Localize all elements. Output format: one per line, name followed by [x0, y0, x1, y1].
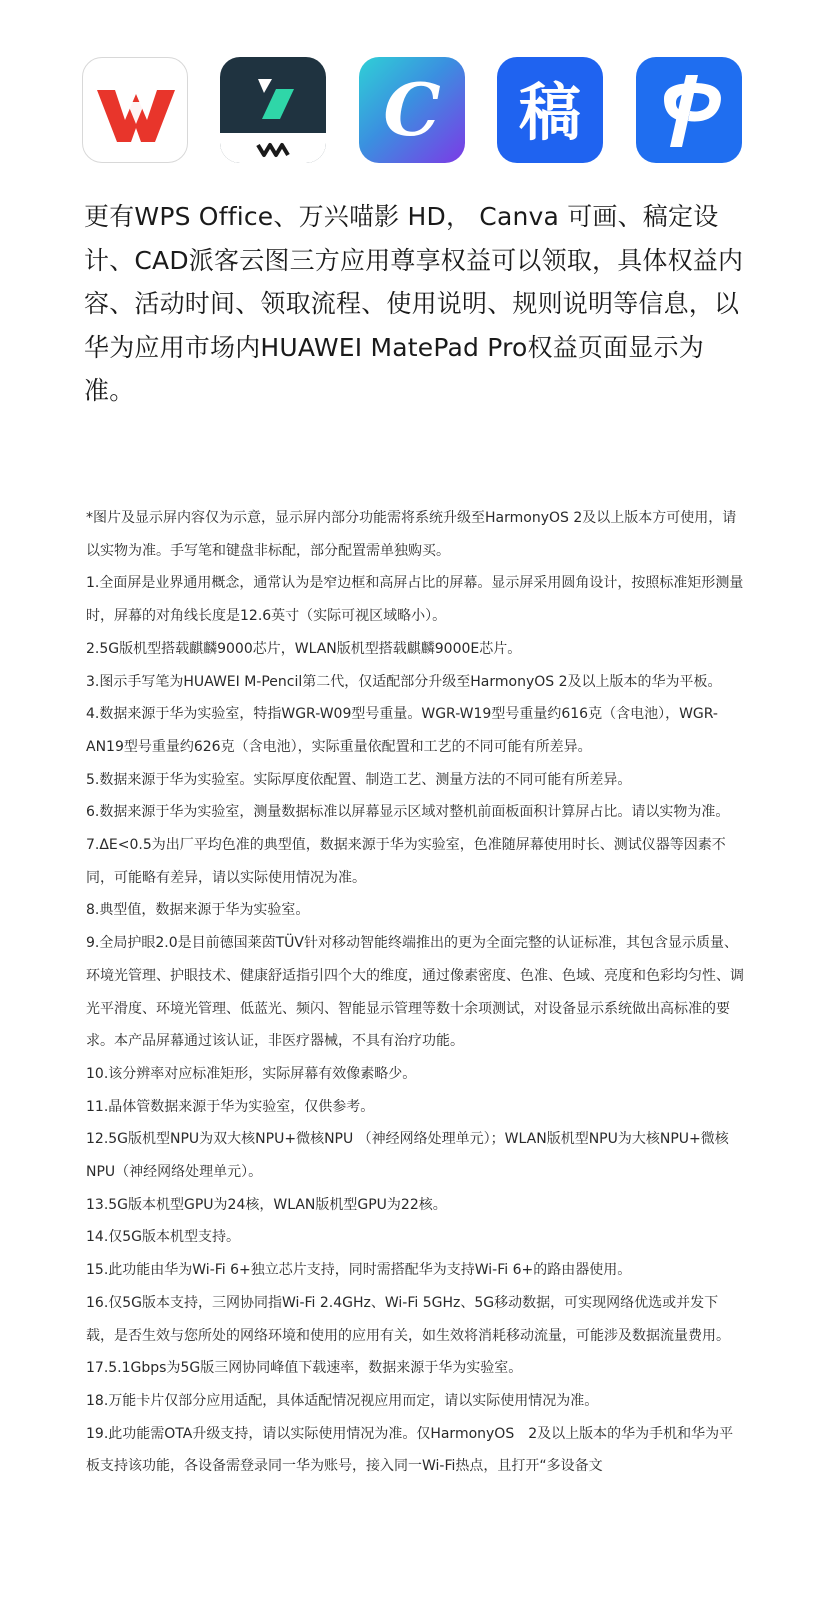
footnote-19: 19.此功能需OTA升级支持，请以实际使用情况为准。仅HarmonyOS 2及以上版本的华为手机和华为平板支持该功能，各设备需登录同一华为账号，接入同一Wi-Fi热点，且打开“多设备文 — [86, 1425, 734, 1475]
canva-glyph: C — [383, 67, 441, 152]
gaoding-icon — [497, 57, 603, 163]
footnote-13: 13.5G版本机型GPU为24核，WLAN版机型GPU为22核。 — [86, 1196, 447, 1213]
app-icon-row — [82, 57, 742, 163]
footnote-9: 9.全局护眼2.0是目前德国莱茵TÜV针对移动智能终端推出的更为全面完整的认证标准，其包含显示质量、环境光管理、护眼技术、健康舒适指引四个大的维度，通过像素密度、色准、色域、亮度和色彩均匀性、调光平滑度、环境光管理、低蓝光、频闪、智能显示管理等数十余项测试，对设备显示系统做出高标准的要求。本产品屏幕通过该认证，非医疗器械，不具有治疗功能。 — [86, 935, 744, 1050]
footnote-8: 8.典型值，数据来源于华为实验室。 — [86, 902, 310, 919]
footnote-12: 12.5G版机型NPU为双大核NPU+微核NPU （神经网络处理单元）；WLAN版机型NPU为大核NPU+微核NPU（神经网络处理单元）。 — [86, 1131, 729, 1181]
footnotes-list — [86, 502, 746, 1483]
footnote-disclaimer: *图片及显示屏内容仅为示意，显示屏内部分功能需将系统升级至HarmonyOS 2及以上版本方可使用，请以实物为准。手写笔和键盘非标配，部分配置需单独购买。 — [86, 510, 737, 559]
cad-pinker-icon — [636, 57, 742, 163]
footnote-11: 11.晶体管数据来源于华为实验室，仅供参考。 — [86, 1098, 375, 1115]
footnote-16: 16.仅5G版本支持，三网协同指Wi-Fi 2.4GHz、Wi-Fi 5GHz、5G移动数据，可实现网络优选或并发下载，是否生效与您所处的网络环境和使用的应用有关，如生效将消耗移动流量，可能涉及数据流量费用。 — [86, 1294, 730, 1344]
footnote-1: 1.全面屏是业界通用概念，通常认为是窄边框和高屏占比的屏幕。显示屏采用圆角设计，按照标准矩形测量时，屏幕的对角线长度是12.6英寸（实际可视区域略小）。 — [86, 575, 744, 625]
footnote-6: 6.数据来源于华为实验室，测量数据标准以屏幕显示区域对整机前面板面积计算屏占比。请以实物为准。 — [86, 804, 730, 821]
footnote-4: 4.数据来源于华为实验室，特指WGR-W09型号重量。WGR-W19型号重量约616克（含电池），WGR-AN19型号重量约626克（含电池），实际重量依配置和工艺的不同可能有所差异。 — [86, 706, 718, 755]
gaoding-glyph: 稿 — [518, 76, 582, 149]
footnote-7: 7.ΔE<0.5为出厂平均色准的典型值，数据来源于华为实验室，色准随屏幕使用时长、测试仪器等因素不同，可能略有差异，请以实际使用情况为准。 — [86, 837, 726, 886]
footnote-2: 2.5G版机型搭载麒麟9000芯片，WLAN版机型搭载麒麟9000E芯片。 — [86, 640, 522, 657]
canva-icon — [359, 57, 465, 163]
footnote-3: 3.图示手写笔为HUAWEI M-Pencil第二代，仅适配部分升级至HarmonyOS 2及以上版本的华为平板。 — [86, 673, 722, 690]
footnote-5: 5.数据来源于华为实验室。实际厚度依配置、制造工艺、测量方法的不同可能有所差异。 — [86, 771, 632, 788]
footnote-18: 18.万能卡片仅部分应用适配，具体适配情况视应用而定，请以实际使用情况为准。 — [86, 1392, 599, 1409]
footnote-17: 17.5.1Gbps为5G版三网协同峰值下载速率，数据来源于华为实验室。 — [86, 1360, 523, 1377]
footnote-15: 15.此功能由华为Wi-Fi 6+独立芯片支持，同时需搭配华为支持Wi-Fi 6+的路由器使用。 — [86, 1262, 632, 1279]
filmora-icon — [220, 57, 326, 163]
footnote-10: 10.该分辨率对应标准矩形，实际屏幕有效像素略少。 — [86, 1065, 417, 1082]
intro-paragraph: 更有WPS Office、万兴喵影 HD， Canva 可画、稿定设计、CAD派客云图三方应用尊享权益可以领取，具体权益内容、活动时间、领取流程、使用说明、规则说明等信息，以华为应用市场内HUAWEI MatePad Pro权益页面显示为准。 — [84, 202, 744, 405]
footnote-14: 14.仅5G版本机型支持。 — [86, 1229, 241, 1246]
wps-office-icon — [82, 57, 188, 163]
